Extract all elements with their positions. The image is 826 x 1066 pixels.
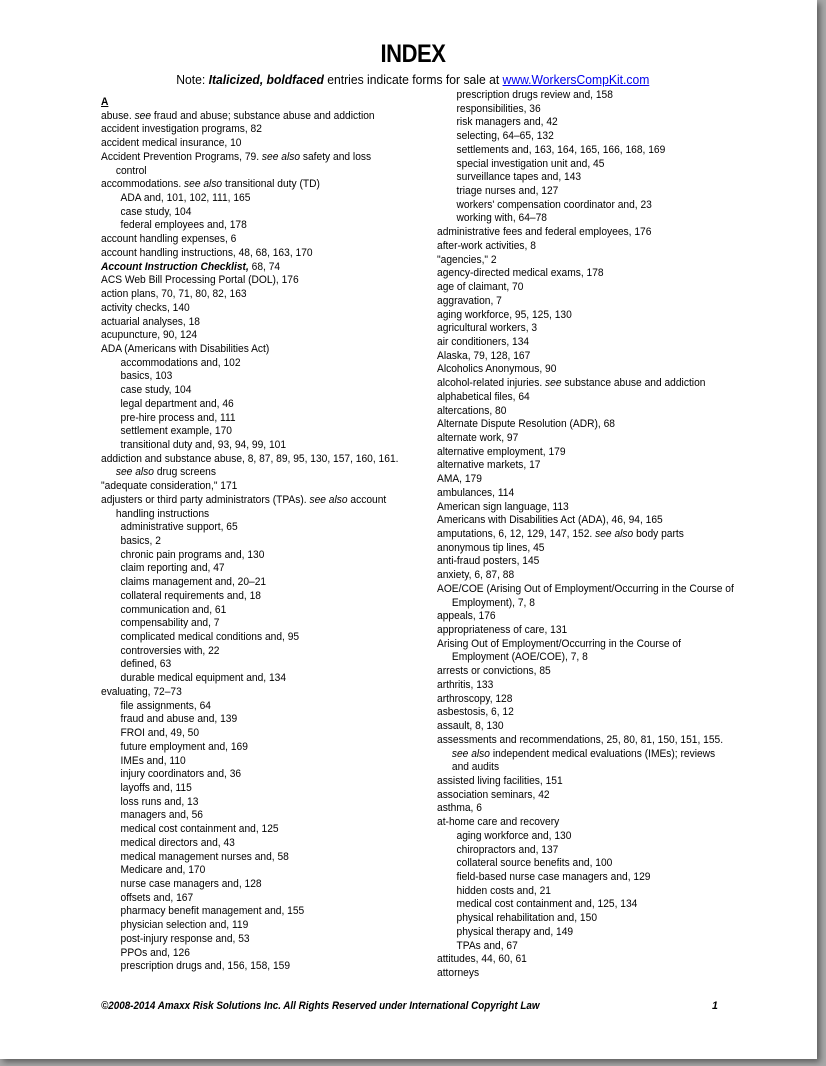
see-also-ref: see also xyxy=(261,150,301,163)
index-entry-continuation xyxy=(437,761,763,775)
entry-text: account handling expenses, 6 xyxy=(101,233,237,246)
index-entry xyxy=(437,802,763,816)
index-subentry xyxy=(101,549,427,563)
index-entry xyxy=(437,377,763,391)
index-entry xyxy=(437,775,763,789)
entry-text: compensability and, 7 xyxy=(120,617,220,630)
entry-text: chronic pain programs and, 130 xyxy=(120,548,265,561)
index-entry xyxy=(437,720,763,734)
index-subentry xyxy=(101,631,427,645)
see-also-ref: see also xyxy=(595,528,634,540)
index-entry xyxy=(437,528,763,542)
entry-text: accident investigation programs, 82 xyxy=(101,123,262,136)
entry-text: arthritis, 133 xyxy=(437,678,494,691)
index-entry xyxy=(437,309,763,323)
entry-text: ambulances, 114 xyxy=(437,486,515,499)
index-subentry xyxy=(101,782,427,796)
entry-text: pharmacy benefit management and, 155 xyxy=(120,905,305,918)
index-entry xyxy=(101,453,427,467)
index-entry xyxy=(437,665,763,679)
entry-text: Alcoholics Anonymous, 90 xyxy=(437,363,557,376)
entry-text: American sign language, 113 xyxy=(437,500,569,513)
index-entry xyxy=(101,137,427,151)
entry-text: AOE/COE (Arising Out of Employment/Occurring in the Course of xyxy=(437,582,734,595)
index-entry xyxy=(437,514,763,528)
index-subentry xyxy=(437,199,763,213)
entry-text: complicated medical conditions and, 95 xyxy=(120,631,300,644)
index-entry xyxy=(437,542,763,556)
index-entry-continuation xyxy=(437,651,763,665)
index-entry xyxy=(437,391,763,405)
entry-text: agency-directed medical exams, 178 xyxy=(437,267,604,280)
index-subentry xyxy=(101,535,427,549)
index-entry xyxy=(437,254,763,268)
index-subentry xyxy=(437,144,763,158)
index-entry xyxy=(437,583,763,597)
entry-text: hidden costs and, 21 xyxy=(456,884,551,897)
copyright-footer: ©2008-2014 Amaxx Risk Solutions Inc. All Rights Reserved under International Copyright Law xyxy=(101,1000,540,1012)
entry-text: legal department and, 46 xyxy=(120,397,234,410)
entry-text: accommodations. xyxy=(101,178,185,191)
entry-text: transitional duty and, 93, 94, 99, 101 xyxy=(120,438,287,451)
index-subentry xyxy=(437,103,763,117)
index-subentry xyxy=(101,219,427,233)
entry-text: substance abuse and addiction xyxy=(561,377,706,390)
index-subentry xyxy=(101,741,427,755)
index-entry-continuation xyxy=(101,508,427,522)
index-subentry xyxy=(437,116,763,130)
workerscompkit-link[interactable]: www.WorkersCompKit.com xyxy=(502,72,650,87)
index-entry xyxy=(101,110,427,124)
entry-text: Arising Out of Employment/Occurring in the Course of xyxy=(437,637,681,650)
entry-text: appropriateness of care, 131 xyxy=(437,624,568,637)
entry-text: prescription drugs and, 156, 158, 159 xyxy=(120,960,291,973)
index-subentry xyxy=(437,857,763,871)
index-subentry xyxy=(437,871,763,885)
entry-text: physical therapy and, 149 xyxy=(456,925,574,938)
index-entry xyxy=(101,247,427,261)
index-entry xyxy=(101,233,427,247)
form-entry-title: Account Instruction Checklist, xyxy=(101,260,249,273)
entry-text: Medicare and, 170 xyxy=(120,864,206,877)
entry-text: communication and, 61 xyxy=(120,603,227,616)
entry-text: association seminars, 42 xyxy=(437,788,550,801)
index-note xyxy=(33,72,793,87)
entry-text: controversies with, 22 xyxy=(120,644,220,657)
entry-text: accommodations and, 102 xyxy=(120,356,241,369)
index-entry xyxy=(437,446,763,460)
entry-text: adjusters or third party administrators (TPAs). xyxy=(101,493,310,506)
entry-text: medical cost containment and, 125, 134 xyxy=(456,898,638,911)
entry-text: "adequate consideration," 171 xyxy=(101,480,238,493)
entry-text: appeals, 176 xyxy=(437,610,496,623)
entry-text: Employment (AOE/COE), 7, 8 xyxy=(451,651,588,664)
entry-text: physician selection and, 119 xyxy=(120,919,249,932)
entry-text: assessments and recommendations, 25, 80, 81, 150, 151, 155. xyxy=(437,733,724,746)
index-entry xyxy=(437,405,763,419)
entry-text: AMA, 179 xyxy=(437,473,482,486)
index-entry xyxy=(101,261,427,275)
index-entry xyxy=(437,459,763,473)
entry-text: after-work activities, 8 xyxy=(437,239,536,252)
entry-text: Americans with Disabilities Act (ADA), 46, 94, 165 xyxy=(437,514,663,527)
index-entry xyxy=(437,610,763,624)
index-entry xyxy=(437,734,763,748)
index-subentry xyxy=(101,412,427,426)
index-subentry xyxy=(437,926,763,940)
index-entry xyxy=(101,178,427,192)
index-entry xyxy=(437,569,763,583)
index-entry xyxy=(437,487,763,501)
entry-text: basics, 103 xyxy=(120,370,173,383)
entry-text: asthma, 6 xyxy=(437,802,482,815)
entry-text: TPAs and, 67 xyxy=(456,939,518,952)
entry-text: surveillance tapes and, 143 xyxy=(456,171,582,184)
index-subentry xyxy=(437,912,763,926)
entry-text: special investigation unit and, 45 xyxy=(456,157,605,170)
index-entry xyxy=(437,638,763,652)
entry-text: anonymous tip lines, 45 xyxy=(437,541,545,554)
entry-text: defined, 63 xyxy=(120,658,172,671)
entry-text: nurse case managers and, 128 xyxy=(120,877,262,890)
index-subentry xyxy=(437,171,763,185)
index-subentry xyxy=(101,755,427,769)
entry-text: and audits xyxy=(451,761,500,774)
index-entry xyxy=(437,295,763,309)
index-subentry xyxy=(101,370,427,384)
index-subentry xyxy=(101,768,427,782)
entry-text: anti-fraud posters, 145 xyxy=(437,555,540,568)
index-entry xyxy=(101,343,427,357)
index-subentry xyxy=(101,892,427,906)
entry-text: accident medical insurance, 10 xyxy=(101,137,242,150)
index-subentry xyxy=(101,919,427,933)
index-subentry xyxy=(101,425,427,439)
index-entry-continuation xyxy=(101,165,427,179)
index-subentry xyxy=(437,940,763,954)
entry-text: aging workforce and, 130 xyxy=(456,829,572,842)
entry-text: IMEs and, 110 xyxy=(120,754,186,767)
index-subentry xyxy=(101,837,427,851)
index-entry xyxy=(437,418,763,432)
entry-text: alternative employment, 179 xyxy=(437,445,566,458)
entry-text: settlements and, 163, 164, 165, 166, 168, 169 xyxy=(456,143,666,156)
entry-text: arrests or convictions, 85 xyxy=(437,665,551,678)
entry-text: body parts xyxy=(633,528,684,540)
index-subentry xyxy=(101,192,427,206)
index-entry xyxy=(437,555,763,569)
entry-text: agricultural workers, 3 xyxy=(437,322,538,335)
index-subentry xyxy=(101,809,427,823)
index-subentry xyxy=(101,617,427,631)
see-also-ref: see also xyxy=(184,178,223,191)
entry-text: evaluating, 72–73 xyxy=(101,685,182,698)
entry-text: loss runs and, 13 xyxy=(120,795,199,808)
entry-text: account handling instructions, 48, 68, 163, 170 xyxy=(101,246,313,259)
entry-text: "agencies," 2 xyxy=(437,253,497,266)
index-entry xyxy=(437,226,763,240)
entry-text: responsibilities, 36 xyxy=(456,102,541,115)
entry-text: durable medical equipment and, 134 xyxy=(120,672,287,685)
index-entry xyxy=(437,679,763,693)
index-entry xyxy=(101,480,427,494)
entry-text: file assignments, 64 xyxy=(120,699,211,712)
entry-text: air conditioners, 134 xyxy=(437,335,530,348)
index-subentry xyxy=(101,713,427,727)
note-middle: entries indicate forms for sale at xyxy=(323,72,503,87)
index-entry xyxy=(437,953,763,967)
index-entry xyxy=(101,686,427,700)
entry-text: abuse. xyxy=(101,109,135,122)
index-subentry xyxy=(101,878,427,892)
index-subentry xyxy=(437,844,763,858)
entry-text: prescription drugs review and, 158 xyxy=(456,89,613,101)
entry-text: amputations, 6, 12, 129, 147, 152. xyxy=(437,528,596,540)
index-entry xyxy=(101,274,427,288)
index-subentry xyxy=(101,590,427,604)
entry-text: Alaska, 79, 128, 167 xyxy=(437,349,531,362)
see-also-ref: see also xyxy=(309,493,348,506)
entry-text: claim reporting and, 47 xyxy=(120,562,225,575)
index-subentry xyxy=(101,727,427,741)
entry-text: asbestosis, 6, 12 xyxy=(437,706,514,719)
index-subentry xyxy=(101,439,427,453)
entry-text: age of claimant, 70 xyxy=(437,281,524,294)
index-entry xyxy=(437,693,763,707)
entry-text: collateral source benefits and, 100 xyxy=(456,857,613,870)
index-subentry xyxy=(437,158,763,172)
entry-text: case study, 104 xyxy=(120,205,192,218)
entry-text: 68, 74 xyxy=(248,260,281,273)
index-entry xyxy=(437,336,763,350)
entry-text: assisted living facilities, 151 xyxy=(437,774,563,787)
index-entry xyxy=(437,789,763,803)
index-entry xyxy=(437,350,763,364)
entry-text: managers and, 56 xyxy=(120,809,203,822)
entry-text: aggravation, 7 xyxy=(437,294,502,307)
index-subentry xyxy=(101,562,427,576)
index-subentry xyxy=(101,672,427,686)
index-subentry xyxy=(101,645,427,659)
index-entry xyxy=(101,494,427,508)
entry-text: medical directors and, 43 xyxy=(120,836,235,849)
index-entry xyxy=(437,624,763,638)
index-subentry xyxy=(101,700,427,714)
entry-text: working with, 64–78 xyxy=(456,212,547,225)
entry-text: settlement example, 170 xyxy=(120,425,232,438)
index-entry xyxy=(437,706,763,720)
entry-text: fraud and abuse and, 139 xyxy=(120,713,238,726)
entry-text: basics, 2 xyxy=(120,535,161,547)
entry-text: Employment), 7, 8 xyxy=(451,596,535,609)
see-also-ref: see also xyxy=(115,466,154,479)
index-subentry xyxy=(437,212,763,226)
entry-text: post-injury response and, 53 xyxy=(120,932,250,945)
entry-text: alcohol-related injuries. xyxy=(437,377,546,390)
index-subentry xyxy=(437,830,763,844)
index-entry-continuation xyxy=(437,748,763,762)
index-subentry xyxy=(101,851,427,865)
entry-text: medical cost containment and, 125 xyxy=(120,823,279,836)
entry-text: independent medical evaluations (IMEs); reviews xyxy=(489,747,716,760)
index-subentry xyxy=(437,89,763,103)
index-subentry xyxy=(101,947,427,961)
entry-text: triage nurses and, 127 xyxy=(456,185,559,198)
page-number: 1 xyxy=(712,1000,718,1012)
entry-text: transitional duty (TD) xyxy=(222,178,320,191)
index-entry xyxy=(101,288,427,302)
index-entry-continuation xyxy=(437,597,763,611)
index-column-right xyxy=(437,89,763,981)
note-prefix: Note: xyxy=(176,72,209,87)
index-entry xyxy=(437,363,763,377)
entry-text: Alternate Dispute Resolution (ADR), 68 xyxy=(437,418,615,431)
entry-text: chiropractors and, 137 xyxy=(456,843,559,856)
index-entry xyxy=(437,501,763,515)
index-subentry xyxy=(101,933,427,947)
index-entry xyxy=(101,329,427,343)
entry-text: future employment and, 169 xyxy=(120,740,248,753)
index-subentry xyxy=(101,658,427,672)
index-subentry xyxy=(101,864,427,878)
entry-text: FROI and, 49, 50 xyxy=(120,727,200,740)
entry-text: selecting, 64–65, 132 xyxy=(456,130,554,143)
index-entry xyxy=(437,281,763,295)
entry-text: claims management and, 20–21 xyxy=(120,576,267,589)
entry-text: ACS Web Bill Processing Portal (DOL), 176 xyxy=(101,274,299,287)
entry-text: safety and loss xyxy=(300,150,372,163)
entry-text: alternate work, 97 xyxy=(437,431,519,444)
index-entry xyxy=(101,302,427,316)
index-subentry xyxy=(101,206,427,220)
entry-text: anxiety, 6, 87, 88 xyxy=(437,569,515,582)
index-entry xyxy=(437,473,763,487)
entry-text: acupuncture, 90, 124 xyxy=(101,329,198,342)
note-emphasis: Italicized, boldfaced xyxy=(208,72,324,87)
entry-text: fraud and abuse; substance abuse and addiction xyxy=(151,109,375,122)
entry-text: attitudes, 44, 60, 61 xyxy=(437,953,527,966)
index-subentry xyxy=(101,796,427,810)
entry-text: ADA and, 101, 102, 111, 165 xyxy=(120,192,251,205)
index-subentry xyxy=(437,185,763,199)
entry-text: addiction and substance abuse, 8, 87, 89, 95, 130, 157, 160, 161. xyxy=(101,452,399,465)
see-also-ref: see xyxy=(134,109,152,122)
index-entry xyxy=(437,816,763,830)
entry-text: attorneys xyxy=(437,967,480,979)
index-subentry xyxy=(101,823,427,837)
entry-text: assault, 8, 130 xyxy=(437,720,504,733)
entry-text: activity checks, 140 xyxy=(101,301,190,314)
index-entry xyxy=(101,151,427,165)
entry-text: physical rehabilitation and, 150 xyxy=(456,912,598,925)
entry-text: pre-hire process and, 111 xyxy=(120,411,236,424)
index-subentry xyxy=(101,604,427,618)
index-entry xyxy=(437,240,763,254)
index-subentry xyxy=(101,960,427,974)
entry-text: offsets and, 167 xyxy=(120,891,194,904)
entry-text: control xyxy=(115,164,147,177)
index-column-left xyxy=(101,96,427,974)
index-subentry xyxy=(101,357,427,371)
entry-text: alphabetical files, 64 xyxy=(437,390,530,403)
entry-text: PPOs and, 126 xyxy=(120,946,190,959)
index-subentry xyxy=(101,905,427,919)
index-subentry xyxy=(437,898,763,912)
entry-text: drug screens xyxy=(153,466,216,479)
entry-text: arthroscopy, 128 xyxy=(437,692,513,705)
index-entry xyxy=(101,123,427,137)
entry-text: ADA (Americans with Disabilities Act) xyxy=(101,342,270,355)
see-also-ref: see xyxy=(545,377,562,390)
entry-text: alternative markets, 17 xyxy=(437,459,541,472)
page-title: INDEX xyxy=(380,40,446,68)
entry-text: case study, 104 xyxy=(120,384,192,397)
index-entry xyxy=(101,316,427,330)
entry-text: medical management nurses and, 58 xyxy=(120,850,289,863)
entry-text: injury coordinators and, 36 xyxy=(120,768,242,781)
entry-text: administrative support, 65 xyxy=(120,521,238,534)
entry-text: Accident Prevention Programs, 79. xyxy=(101,150,262,163)
index-subentry xyxy=(101,576,427,590)
index-subentry xyxy=(101,384,427,398)
entry-text: federal employees and, 178 xyxy=(120,219,247,232)
entry-text: actuarial analyses, 18 xyxy=(101,315,200,328)
index-subentry xyxy=(437,130,763,144)
entry-text: workers' compensation coordinator and, 23 xyxy=(456,198,652,211)
entry-text: collateral requirements and, 18 xyxy=(120,589,261,602)
index-entry xyxy=(437,432,763,446)
index-entry xyxy=(437,267,763,281)
index-subentry xyxy=(101,398,427,412)
index-subentry xyxy=(101,521,427,535)
index-letter-heading: A xyxy=(101,96,109,108)
entry-text: handling instructions xyxy=(115,507,210,520)
entry-text: account xyxy=(347,493,387,506)
entry-text: risk managers and, 42 xyxy=(456,116,558,129)
index-entry xyxy=(437,967,763,981)
entry-text: layoffs and, 115 xyxy=(120,781,192,794)
index-entry-continuation xyxy=(101,466,427,480)
entry-text: at-home care and recovery xyxy=(437,816,560,829)
index-entry xyxy=(437,322,763,336)
see-also-ref: see also xyxy=(451,747,490,760)
entry-text: action plans, 70, 71, 80, 82, 163 xyxy=(101,288,247,301)
entry-text: altercations, 80 xyxy=(437,404,507,417)
entry-text: administrative fees and federal employees, 176 xyxy=(437,226,652,239)
entry-text: aging workforce, 95, 125, 130 xyxy=(437,308,572,321)
index-subentry xyxy=(437,885,763,899)
entry-text: field-based nurse case managers and, 129 xyxy=(456,870,651,883)
